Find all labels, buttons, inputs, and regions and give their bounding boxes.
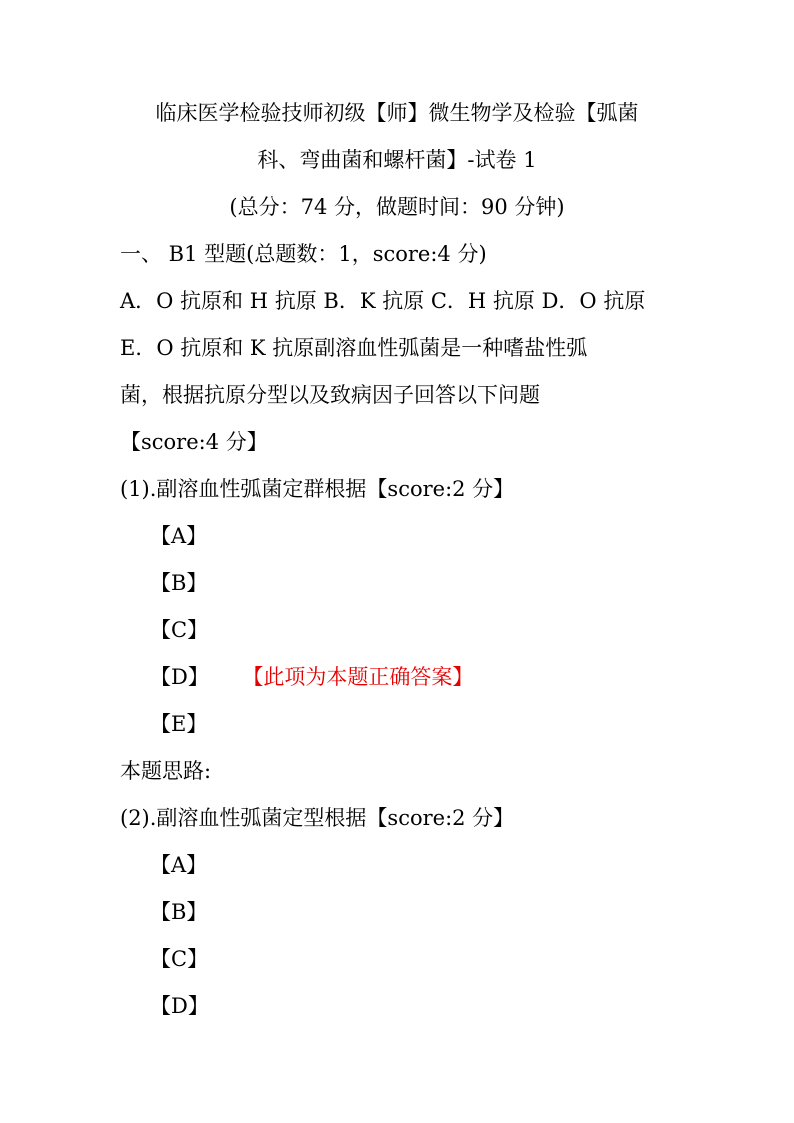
question-1-option-a[interactable]: 【A】 [150, 524, 208, 548]
stem-line-3: 菌，根据抗原分型以及致病因子回答以下问题 [120, 383, 540, 407]
question-2-prompt: (2).副溶血性弧菌定型根据【score:2 分】 [120, 806, 515, 830]
title-line-1: 临床医学检验技师初级【师】微生物学及检验【弧菌 [155, 101, 639, 125]
title-line-2: 科、弯曲菌和螺杆菌】-试卷 1 [257, 148, 537, 172]
question-2-option-b[interactable]: 【B】 [150, 900, 208, 924]
exam-meta: (总分：74 分，做题时间：90 分钟) [229, 195, 565, 219]
question-2-option-c[interactable]: 【C】 [150, 947, 209, 971]
question-1-option-d-row [150, 664, 473, 690]
explanation-label: 本题思路: [120, 759, 212, 783]
stem-score: 【score:4 分】 [120, 430, 268, 454]
stem-line-1: A．O 抗原和 H 抗原 B．K 抗原 C．H 抗原 D．O 抗原 [120, 289, 646, 313]
section-heading: 一、 B1 型题(总题数：1，score:4 分) [120, 242, 487, 266]
question-2-option-a[interactable]: 【A】 [150, 853, 208, 877]
question-1-option-b[interactable]: 【B】 [150, 571, 208, 595]
correct-answer-marker: 【此项为本题正确答案】 [252, 665, 474, 689]
question-1-option-c[interactable]: 【C】 [150, 618, 209, 642]
question-1-option-e[interactable]: 【E】 [150, 712, 208, 736]
question-2-option-d[interactable]: 【D】 [150, 994, 209, 1018]
question-1-option-d[interactable]: 【D】 [150, 665, 209, 689]
stem-line-2: E．O 抗原和 K 抗原副溶血性弧菌是一种嗜盐性弧 [120, 336, 588, 360]
question-1-prompt: (1).副溶血性弧菌定群根据【score:2 分】 [120, 477, 515, 501]
